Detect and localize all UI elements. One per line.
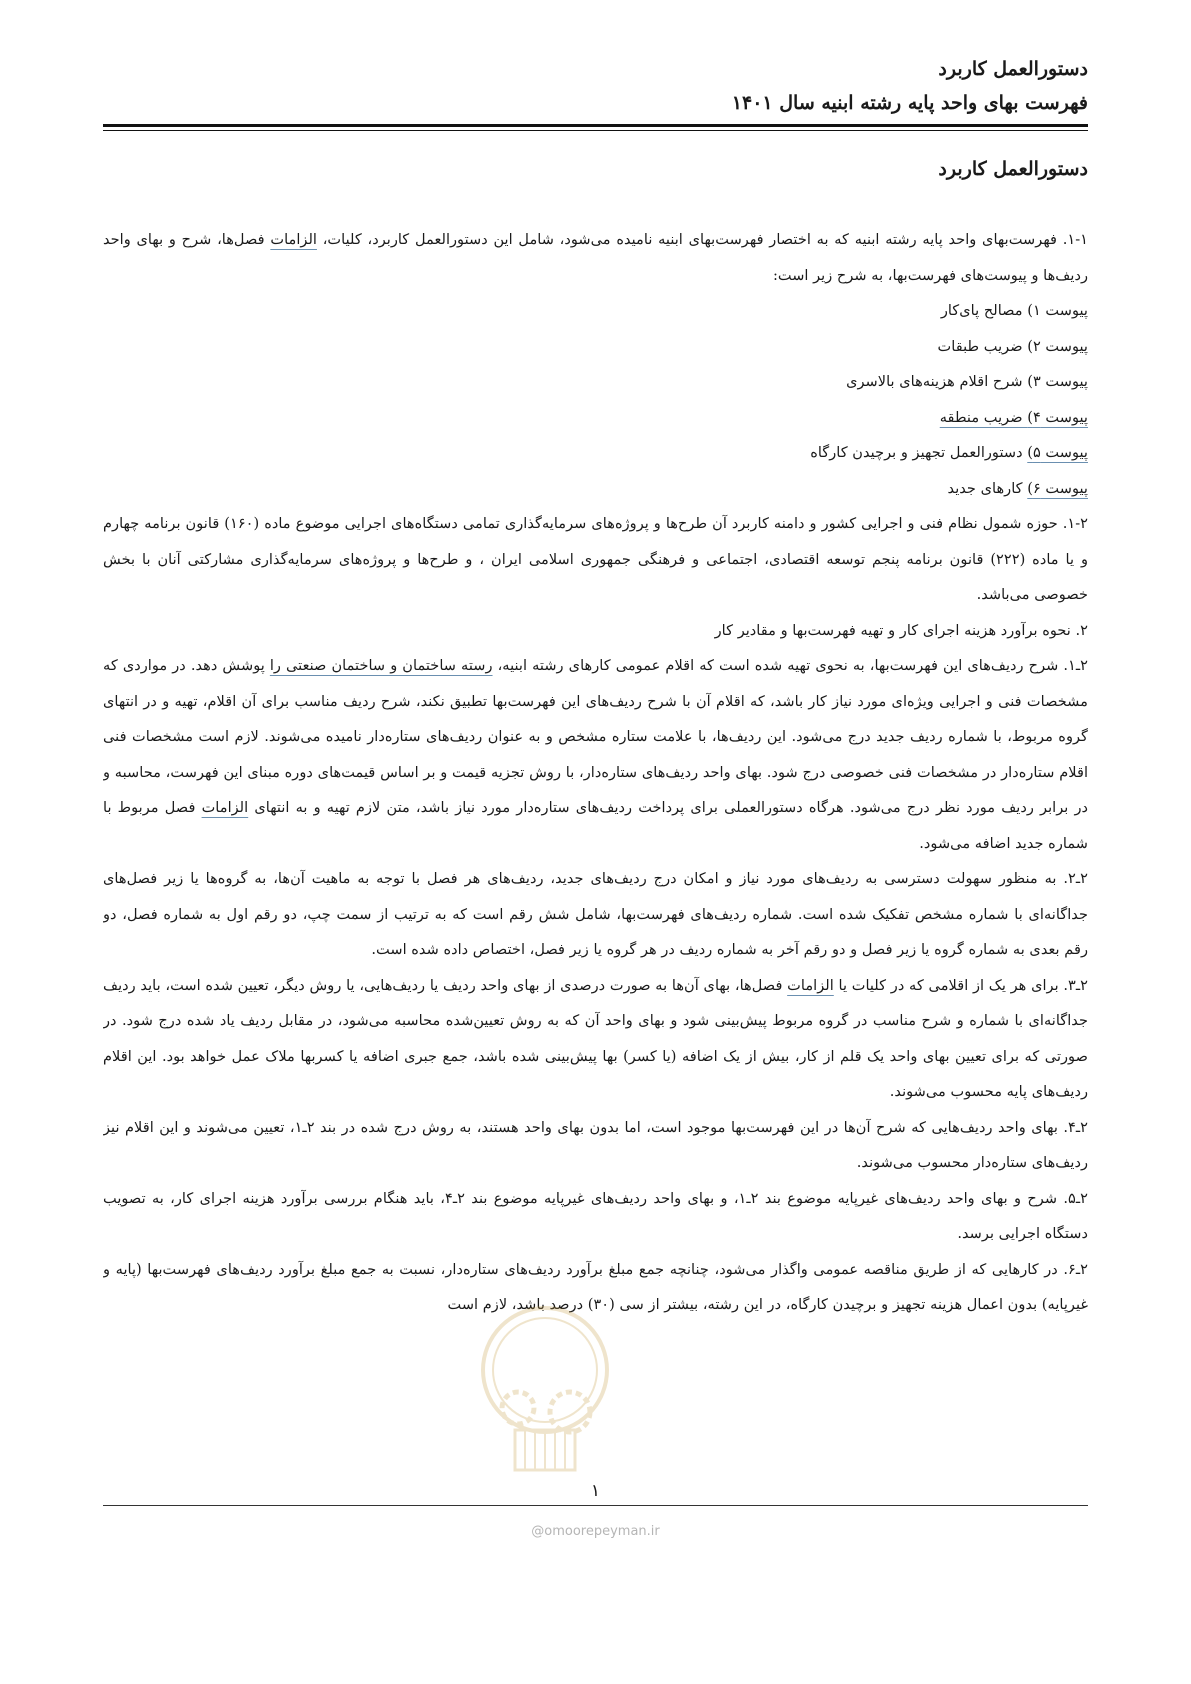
paragraph-2: ۲. نحوه برآورد هزینه اجرای کار و تهیه فهرست‌بها و مقادیر کار [714,621,1088,639]
paragraph-2-5: ۲ـ۵. شرح و بهای واحد ردیف‌های غیرپایه موضوع بند ۲ـ۱، و بهای واحد ردیف‌های غیرپایه موضوع بند ۲ـ۴، باید هنگام بررسی برآورد هزینه اجرای کار، به تصویب دستگاه اجرایی برسد. [103,1189,1088,1242]
appendix-6-link[interactable]: پیوست ۶) [1027,479,1088,497]
appendix-item [103,400,1088,436]
page-header [103,52,1088,120]
paragraph-2-4: ۲ـ۴. بهای واحد ردیف‌هایی که شرح آن‌ها در این فهرست‌بها موجود است، اما بدون بهای واحد هستند، به روش درج شده در بند ۲ـ۱، تعیین می‌شوند و این اقلام نیز ردیف‌های ستاره‌دار محسوب می‌شوند. [103,1118,1088,1171]
page-number: ۱ [590,1481,601,1501]
link-requirements[interactable]: الزامات [201,799,249,816]
appendix-5-link[interactable]: پیوست ۵) [1027,444,1088,461]
paragraph-2-1: ۲ـ۱. شرح ردیف‌های این فهرست‌بها، به نحوی تهیه شده است که اقلام عمومی کارهای رشته ابنیه، رسته ساختمان و ساختمان صنعتی را پوشش دهد. در مواردی که مشخصات فنی و اجرایی ویژه‌ای مورد نیاز کار باشد، که اقلام آن با شرح ردیف‌های این فهرست‌بها تطبیق نکند، شرح ردیف مناسب برای آن اقلام، تهیه و در انتهای گروه مربوط، با شماره ردیف جدید درج می‌شود. این ردیف‌ها، با علامت ستاره مشخص و به عنوان ردیف‌های ستاره‌دار نامیده می‌شوند. لازم است مشخصات فنی اقلام ستاره‌دار در مشخصات فنی خصوصی درج شود. بهای واحد ردیف‌های ستاره‌دار، با روش تجزیه قیمت و بر اساس قیمت‌های دوره مبنای این فهرست، محاسبه و در برابر ردیف مورد نظر درج می‌شود. هرگاه دستورالعملی برای پرداخت ردیف‌های ستاره‌دار مورد نیاز باشد، متن لازم تهیه و به انتهای الزامات فصل مربوط با شماره جدید اضافه می‌شود. [103,657,1088,852]
appendix-item: پیوست ۲) ضریب طبقات [937,337,1088,355]
link-building-category[interactable]: رسته ساختمان و ساختمان صنعتی را [269,657,493,674]
document-body [103,222,1088,1477]
link-requirements[interactable]: الزامات [787,976,834,994]
paragraph-2-2: ۲ـ۲. به منظور سهولت دسترسی به ردیف‌های مورد نیاز و امکان درج ردیف‌های جدید، ردیف‌های هر فصل با توجه به ماهیت آن‌ها، به گروه‌ها یا زیر فصل‌های جداگانه‌ای با شماره مشخص تفکیک شده است. شماره ردیف‌های فهرست‌بها، شامل شش رقم است که به ترتیب از سمت چپ، دو رقم اول به شماره فصل، دو رقم بعدی به شماره گروه یا زیر فصل و دو رقم آخر به شماره ردیف در هر گروه یا زیر فصل، اختصاص داده شده است. [103,870,1088,958]
appendix-4-link[interactable]: پیوست ۴) ضریب منطقه [939,408,1088,426]
section-title: دستورالعمل کاربرد [938,158,1088,180]
header-title: دستورالعمل کاربرد [938,58,1088,80]
appendix-item: پیوست ۳) شرح اقلام هزینه‌های بالاسری [846,373,1088,390]
watermark-url: @omoorepeyman.ir [531,1524,660,1539]
footer-rule [103,1505,1088,1506]
header-rule-thick [103,124,1088,127]
header-rule-thin [103,130,1088,131]
appendix-item: پیوست ۱) مصالح پای‌کار [940,302,1088,319]
appendix-item: پیوست ۵) دستورالعمل تجهیز و برچیدن کارگاه [810,444,1088,461]
paragraph-1-2: ۱-۲. حوزه شمول نظام فنی و اجرایی کشور و دامنه کاربرد آن طرح‌ها و پروژه‌های سرمایه‌گذاری تمامی دستگاه‌های اجرایی موضوع ماده (۱۶۰) قانون برنامه چهارم و یا ماده (۲۲۲) قانون برنامه پنجم توسعه اقتصادی، اجتماعی و فرهنگی جمهوری اسلامی ایران ، و طرح‌ها و پروژه‌های سرمایه‌گذاری مشارکتی آنان با بخش خصوصی می‌باشد. [103,515,1088,603]
header-subtitle: فهرست بهای واحد پایه رشته ابنیه سال ۱۴۰۱ [731,92,1088,114]
paragraph-2-3: ۲ـ۳. برای هر یک از اقلامی که در کلیات یا الزامات فصل‌ها، بهای آن‌ها به صورت درصدی از بهای واحد ردیف یا ردیف‌هایی، یا روش دیگر، تعیین شده است، باید ردیف جداگانه‌ای با شماره و شرح مناسب در گروه مربوط پیش‌بینی شود و بهای واحد آن که به روش تعیین‌شده محاسبه می‌شود، در مقابل ردیف یاد شده درج شود. در صورتی که برای تعیین بهای واحد یک قلم از کار، بیش از یک اضافه (یا کسر) بها پیش‌بینی شده باشد، جمع جبری اضافه یا کسربها ملاک عمل خواهد بود. این اقلام ردیف‌های پایه محسوب می‌شوند. [103,976,1088,1100]
appendix-item: پیوست ۶) کارهای جدید [947,479,1088,497]
paragraph-1-1: ۱-۱. فهرست‌بهای واحد پایه رشته ابنیه که به اختصار فهرست‌بهای ابنیه نامیده می‌شود، شامل این دستورالعمل کاربرد، کلیات، الزامات فصل‌ها، شرح و بهای واحد ردیف‌ها و پیوست‌های فهرست‌بها، به شرح زیر است: [103,231,1088,284]
paragraph-2-6: ۲ـ۶. در کارهایی که از طریق مناقصه عمومی واگذار می‌شود، چنانچه جمع مبلغ برآورد ردیف‌های ستاره‌دار، نسبت به جمع مبلغ برآورد ردیف‌های فهرست‌بها (پایه و غیرپایه) بدون اعمال هزینه تجهیز و برچیدن کارگاه، در این رشته، بیشتر از سی (۳۰) درصد باشد، لازم است [103,1260,1088,1313]
link-requirements[interactable]: الزامات [270,231,317,248]
